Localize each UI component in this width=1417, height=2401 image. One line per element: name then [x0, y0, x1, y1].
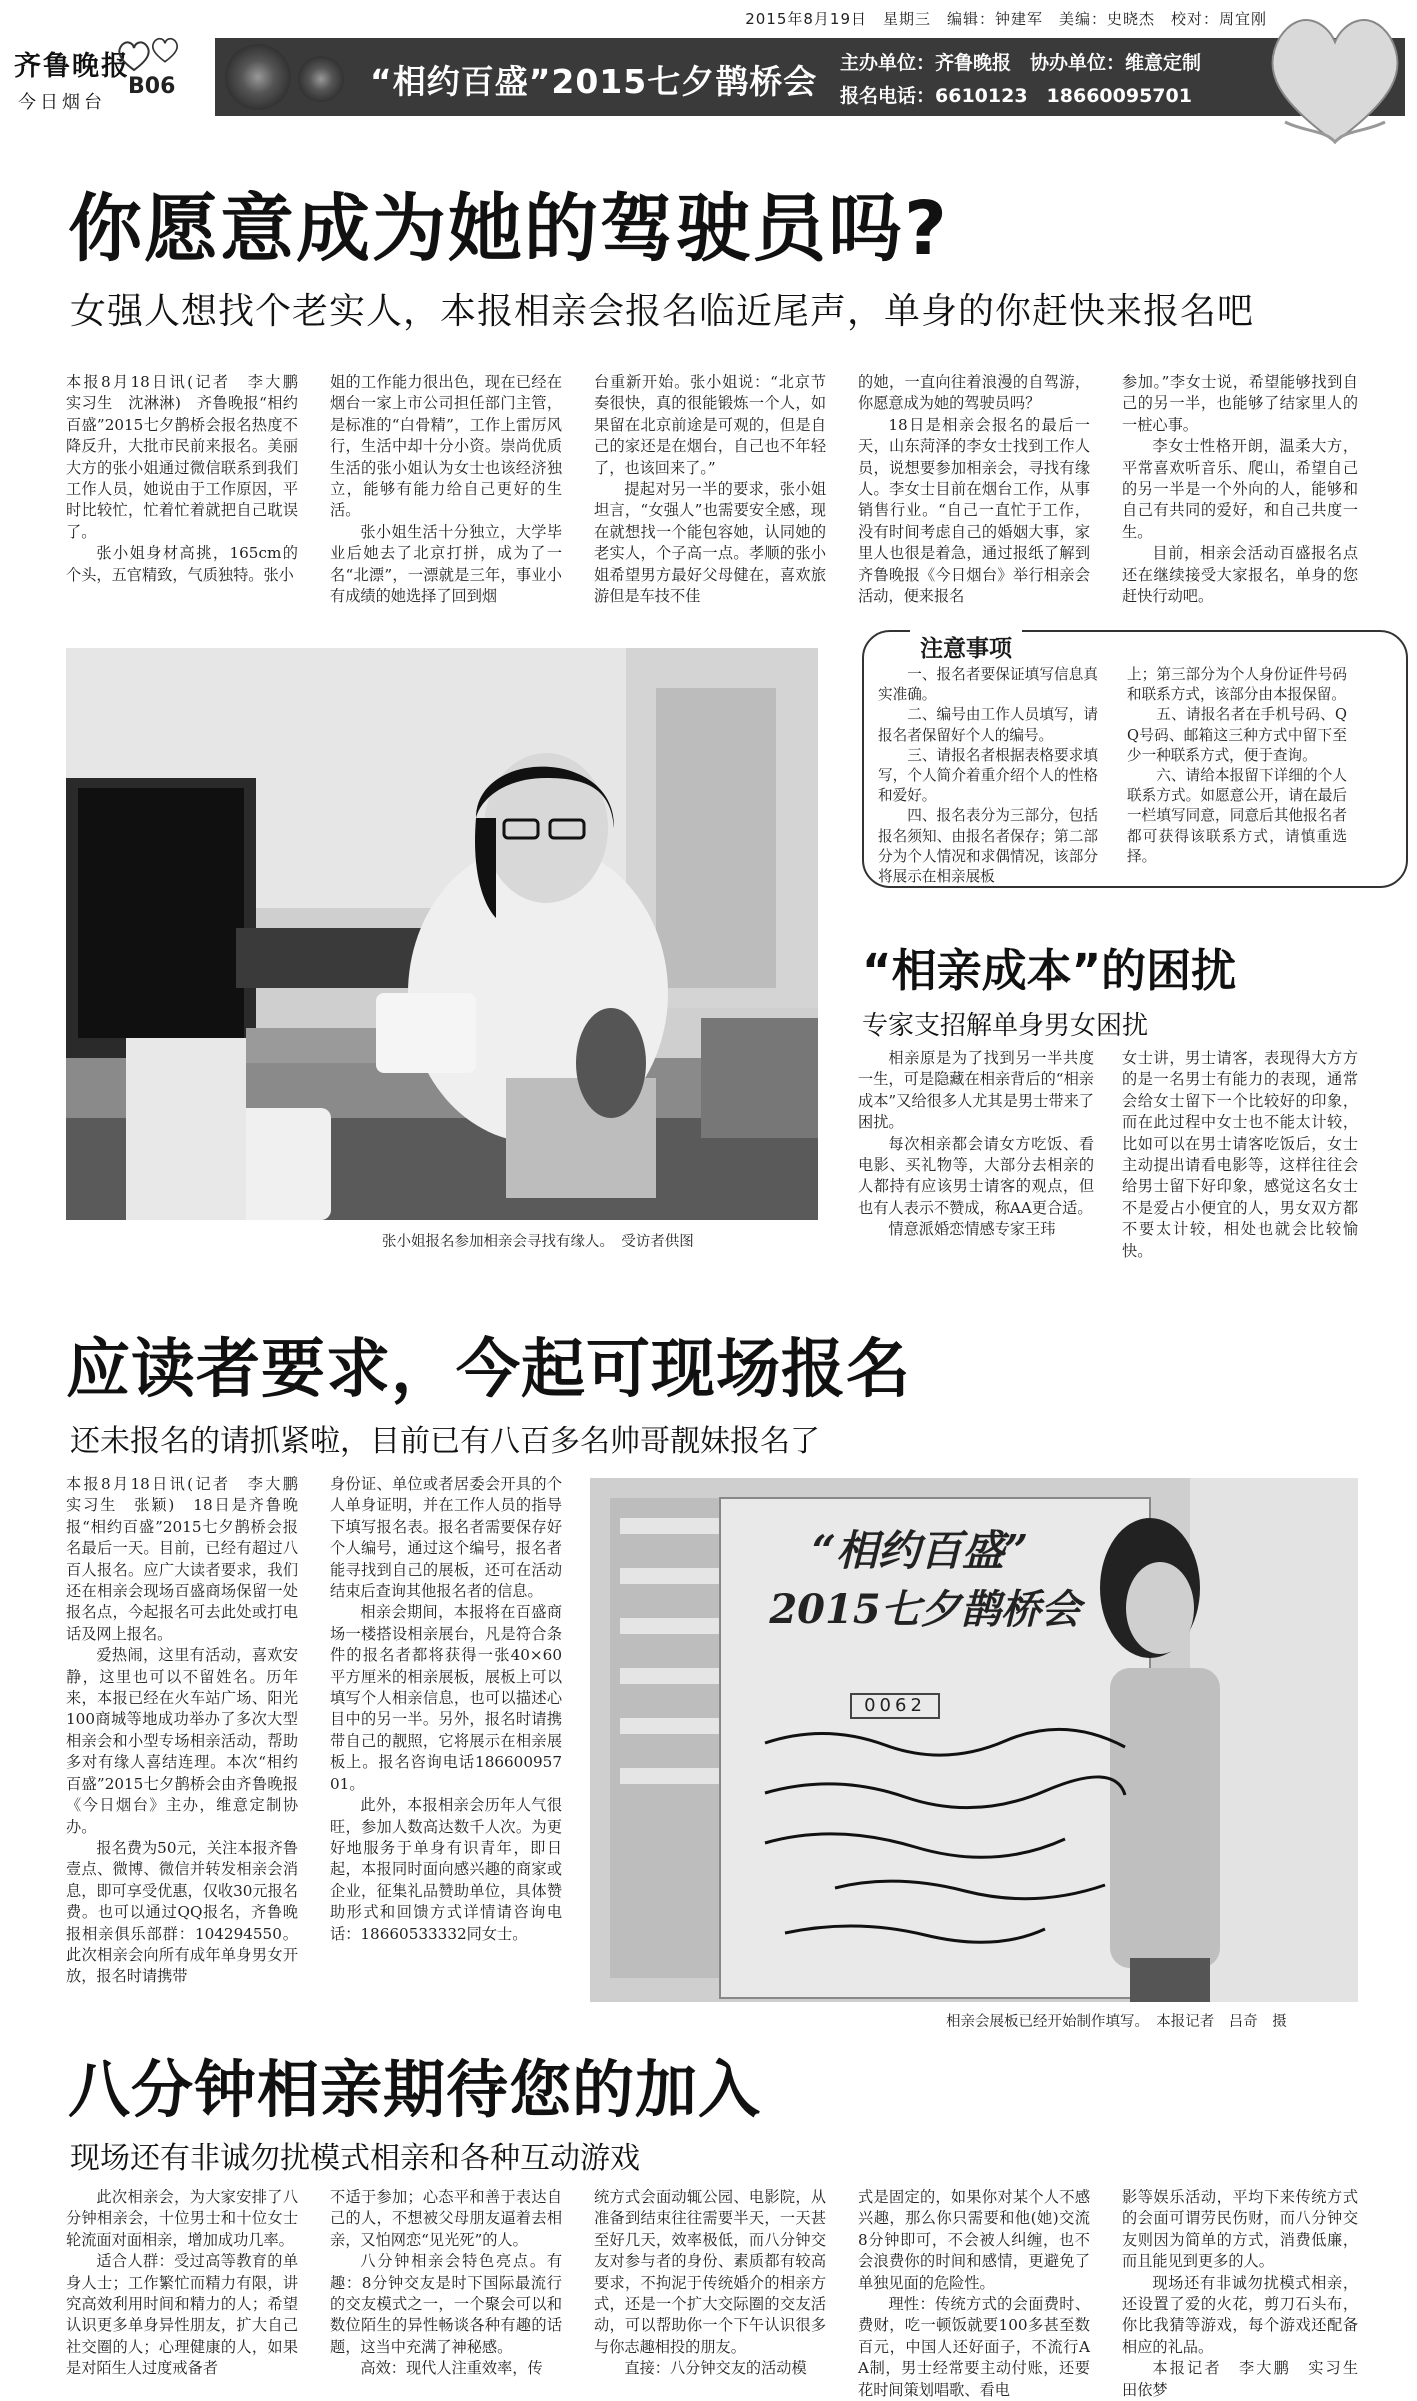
- notice-item: 四、报名表分为三部分，包括报名须知、由报名者保存；第二部分为个人情况和求偶情况，该部分将展示在相亲展板: [878, 807, 1098, 886]
- paragraph: 爱热闹，这里有活动，喜欢安静，这里也可以不留姓名。历年来，本报已经在火车站广场、阳光100商城等地成功举办了多次大型相亲会和小型专场相亲活动，帮助多对有缘人喜结连理。本次“相约百盛”2015七夕鹊桥会由齐鲁晚报《今日烟台》主办，维意定制协办。: [66, 1646, 298, 1836]
- article-column: [858, 2187, 1090, 2401]
- article-column: [594, 2187, 826, 2380]
- date-line: [0, 0, 1417, 38]
- article-column: [66, 372, 314, 586]
- rose-decoration: [225, 44, 291, 110]
- paragraph: 直接：八分钟交友的活动模: [624, 2359, 807, 2378]
- paragraph: 八分钟相亲会特色亮点。有趣：8分钟交友是时下国际最流行的交友模式之一，一个聚会可以和数位陌生的异性畅谈各种有趣的话题，这当中充满了神秘感。: [330, 2252, 562, 2356]
- paragraph: 参加。”李女士说，希望能够找到自己的另一半，也能够了结家里人的一桩心事。: [1122, 373, 1358, 434]
- paragraph: 身份证、单位或者居委会开具的个人单身证明，并在工作人员的指导下填写报名表。报名者需要保存好个人编号，通过这个编号，报名者能寻找到自己的展板，还可在活动结束后查询其他报名者的信息。: [330, 1475, 562, 1601]
- article-column: [330, 1474, 562, 1945]
- paragraph: 统方式会面动辄公园、电影院，从准备到结束往往需要半天，一天甚至好几天，效率极低，而八分钟交友对参与者的身份、素质都有较高要求，不拘泥于传统婚介的相亲方式，还是一个扩大交际圈的交友活动，可以帮助你一个下午认识很多与你志趣相投的朋友。: [594, 2188, 826, 2356]
- notice-item: 六、请给本报留下详细的个人联系方式。如愿意公开，请在最后一栏填写同意，同意后其他报名者都可获得该联系方式，请慎重选择。: [1127, 767, 1347, 865]
- notice-item: 二、编号由工作人员填写，请报名者保留好个人的编号。: [878, 706, 1098, 744]
- heart-hands-illustration: [1255, 2, 1415, 152]
- page-number: B06: [128, 74, 176, 99]
- paragraph: 张小姐身材高挑，165cm的个头，五官精致，气质独特。张小: [66, 544, 298, 584]
- article-column: [1122, 372, 1358, 607]
- paragraph: 理性：传统方式的会面费时、费财，吃一顿饭就要100多甚至数百元，中国人还好面子，不流行AA制，男士经常要主动付账，还要花时间策划唱歌、看电: [858, 2295, 1090, 2399]
- handwriting-lines: [745, 1713, 1135, 1953]
- poster-title: “相约百盛”: [811, 1526, 1029, 1575]
- article-column: [1122, 2187, 1374, 2401]
- notice-title: 注意事项: [910, 630, 1022, 663]
- page-banner: [0, 38, 1417, 116]
- paragraph: 每次相亲都会请女方吃饭、看电影、买礼物等，大部分去相亲的人都持有应该男士请客的观点，但也有人表示不赞成，称AA更合适。: [858, 1134, 1094, 1217]
- paragraph: 高效：现代人注重效率，传: [360, 2359, 543, 2378]
- banner-title: “相约百盛”2015七夕鹊桥会: [370, 62, 818, 101]
- paragraph: 提起对另一半的要求，张小姐坦言，“女强人”也需要安全感，现在就想找一个能包容她，认同她的老实人，个子高一点。孝顺的张小姐希望男方最好父母健在，喜欢旅游但是车技不佳: [594, 480, 826, 606]
- article-column: [330, 372, 562, 607]
- section-headline: “相亲成本”的困扰: [862, 944, 1237, 997]
- paragraph: 影等娱乐活动，平均下来传统方式的会面可谓劳民伤财，而八分钟交友则因为简单的方式，消费低廉，而且能见到更多的人。: [1122, 2188, 1358, 2271]
- photo-woman-at-desk: [66, 648, 818, 1220]
- notice-item: 五、请报名者在手机号码、QQ号码、邮箱这三种方式中留下至少一种联系方式，便于查询。: [1127, 706, 1347, 764]
- paragraph: 目前，相亲会活动百盛报名点还在继续接受大家报名，单身的您赶快行动吧。: [1122, 544, 1358, 606]
- paragraph: 姐的工作能力很出色，现在已经在烟台一家上市公司担任部门主管，是标准的“白骨精”，工作上雷厉风行，生活中却十分小资。崇尚优质生活的张小姐认为女士也该经济独立，能够有能力给自己更好的生活。: [330, 373, 562, 520]
- article-column: [330, 2187, 562, 2380]
- paragraph: 女士讲，男士请客，表现得大方方的是一名男士有能力的表现，通常会给女士留下一个比较好的印象，而在此过程中女士也不能太计较，比如可以在男士请客吃饭后，女士主动提出请看电影等，这样往往会给男士留下好印象，感觉这名女士不是爱占小便宜的人，男女双方都不要太计较，相处也就会比较愉快。: [1122, 1049, 1358, 1260]
- subheadline: 女强人想找个老实人，本报相亲会报名临近尾声，单身的你赶快来报名吧: [70, 291, 1255, 332]
- paragraph: 现场还有非诚勿扰模式相亲，还设置了爱的火花，剪刀石头布，你比我猜等游戏，每个游戏还配备相应的礼品。: [1122, 2273, 1358, 2356]
- article-column: [858, 372, 1090, 607]
- paragraph: 情意派婚恋情感专家王玮: [888, 1220, 1056, 1239]
- paragraph: 本报8月18日讯(记者 李大鹏 实习生 张颖) 18日是齐鲁晚报“相约百盛”2015七夕鹊桥会报名最后一天。目前，已经有超过八百人报名。应广大读者要求，我们还在相亲会现场百盛商场保留一处报名点，今起报名可去此处或打电话及网上报名。: [66, 1475, 314, 1643]
- sponsor-line: 主办单位：齐鲁晚报 协办单位：维意定制: [840, 52, 1202, 74]
- photo-caption: 张小姐报名参加相亲会寻找有缘人。 受访者供图: [382, 1234, 694, 1250]
- heart-icon: [150, 36, 180, 64]
- poster-subtitle: 2015七夕鹊桥会: [769, 1586, 1081, 1633]
- paragraph: 报名费为50元，关注本报齐鲁壹点、微博、微信并转发相亲会消息，即可享受优惠，仅收30元报名费。也可以通过QQ报名，齐鲁晚报相亲俱乐部群：104294550。此次相亲会向所有成年单身男女开放，报名时请携带: [66, 1838, 298, 1986]
- article-column: [1122, 1048, 1358, 1262]
- paragraph: 18日是相亲会报名的最后一天，山东菏泽的李女士找到工作人员，说想要参加相亲会，寻找有缘人。李女士目前在烟台工作，从事销售行业。“自己一直忙于工作，没有时间考虑自己的婚姻大事，家里人也很是着急，通过报纸了解到齐鲁晚报《今日烟台》举行相亲会活动，便来报名: [858, 415, 1090, 606]
- article-column: [66, 1474, 314, 1988]
- headline: 你愿意成为她的驾驶员吗?: [68, 186, 949, 272]
- paragraph: 相亲原是为了找到另一半共度一生，可是隐藏在相亲背后的“相亲成本”又给很多人尤其是男士带来了困扰。: [858, 1049, 1094, 1132]
- notice-column: [1127, 665, 1347, 867]
- edition-label: 今日烟台: [18, 92, 106, 113]
- date-editor-line: 2015年8月19日 星期三 编辑：钟建军 美编：史晓杰 校对：周宜刚: [745, 10, 1267, 28]
- article-column: [594, 372, 826, 607]
- paragraph: 张小姐生活十分独立，大学毕业后她去了北京打拼，成为了一名“北漂”，一漂就是三年，事业小有成绩的她选择了回到烟: [330, 522, 562, 606]
- rose-decoration: [298, 56, 344, 102]
- headline: 应读者要求，今起可现场报名: [66, 1333, 911, 1407]
- registration-phone: 报名电话：6610123 18660095701: [840, 85, 1192, 107]
- article-column: [66, 2187, 298, 2380]
- headline: 八分钟相亲期待您的加入: [68, 2053, 762, 2126]
- paragraph: 相亲会期间，本报将在百盛商场一楼搭设相亲展台，凡是符合条件的报名者都将获得一张40×60平方厘米的相亲展板，展板上可以填写个人相亲信息，也可以描述心目中的另一半。另外，报名时请携带自己的靓照，它将展示在相亲展板上。报名咨询电话18660095701。: [330, 1603, 562, 1793]
- article-column: [858, 1048, 1094, 1241]
- subheadline: 现场还有非诚勿扰模式相亲和各种互动游戏: [70, 2141, 640, 2176]
- paragraph: 不适于参加；心态平和善于表达自己的人，不想被父母朋友逼着去相亲，又怕网恋“见光死”的人。: [330, 2188, 562, 2249]
- paragraph: 式是固定的，如果你对某个人不感兴趣，那么你只需要和他(她)交流8分钟即可，不会被人纠缠，也不会浪费你的时间和感情，更避免了单独见面的危险性。: [858, 2188, 1090, 2292]
- byline: 本报记者 李大鹏 实习生 田依梦: [1122, 2359, 1374, 2399]
- poster-number: 0062: [850, 1693, 940, 1719]
- paragraph: 台重新开始。张小姐说：“北京节奏很快，真的很能锻炼一个人，如果留在北京前途是可观的，但是自己的家还是在烟台，自己也不年轻了，也该回来了。”: [594, 373, 826, 477]
- section-subheadline: 专家支招解单身男女困扰: [862, 1011, 1149, 1041]
- heart-icon: [116, 40, 152, 72]
- notice-column: [878, 665, 1098, 887]
- paragraph: 此次相亲会，为大家安排了八分钟相亲会，十位男士和十位女士轮流面对面相亲，增加成功几率。: [66, 2188, 298, 2249]
- notice-item: 一、报名者要保证填写信息真实准确。: [878, 666, 1098, 704]
- paragraph: 此外，本报相亲会历年人气很旺，参加人数高达数千人次。为更好地服务于单身有识青年，即日起，本报同时面向感兴趣的商家或企业，征集礼品赞助单位，具体赞助形式和回馈方式详情请咨询电话：18660533332同女士。: [330, 1796, 562, 1943]
- paragraph: 本报8月18日讯(记者 李大鹏 实习生 沈淋淋) 齐鲁晚报“相约百盛”2015七夕鹊桥会报名热度不降反升，大批市民前来报名。美丽大方的张小姐通过微信联系到我们工作人员，她说由于工作原因，平时比较忙，忙着忙着就把自己耽误了。: [66, 373, 314, 541]
- notice-item: 上；第三部分为个人身份证件号码和联系方式，该部分由本报保留。: [1127, 666, 1347, 704]
- paper-logo: 齐鲁晚报: [14, 51, 130, 82]
- notice-item: 三、请报名者根据表格要求填写，个人简介着重介绍个人的性格和爱好。: [878, 746, 1098, 805]
- photo-caption: 相亲会展板已经开始制作填写。 本报记者 吕奇 摄: [946, 2014, 1287, 2030]
- paragraph: 李女士性格开朗，温柔大方，平常喜欢听音乐、爬山，希望自己的另一半是一个外向的人，能够和自己有共同的爱好，和自己共度一生。: [1122, 437, 1358, 541]
- paragraph: 的她，一直向往着浪漫的自驾游，你愿意成为她的驾驶员吗？: [858, 373, 1090, 413]
- photo-registration-board: [590, 1478, 1358, 2002]
- paragraph: 适合人群：受过高等教育的单身人士；工作繁忙而精力有限，讲究高效利用时间和精力的人；希望认识更多单身异性朋友，扩大自己社交圈的人；心理健康的人，如果是对陌生人过度戒备者: [66, 2252, 298, 2378]
- subheadline: 还未报名的请抓紧啦，目前已有八百多名帅哥靓妹报名了: [70, 1424, 820, 1459]
